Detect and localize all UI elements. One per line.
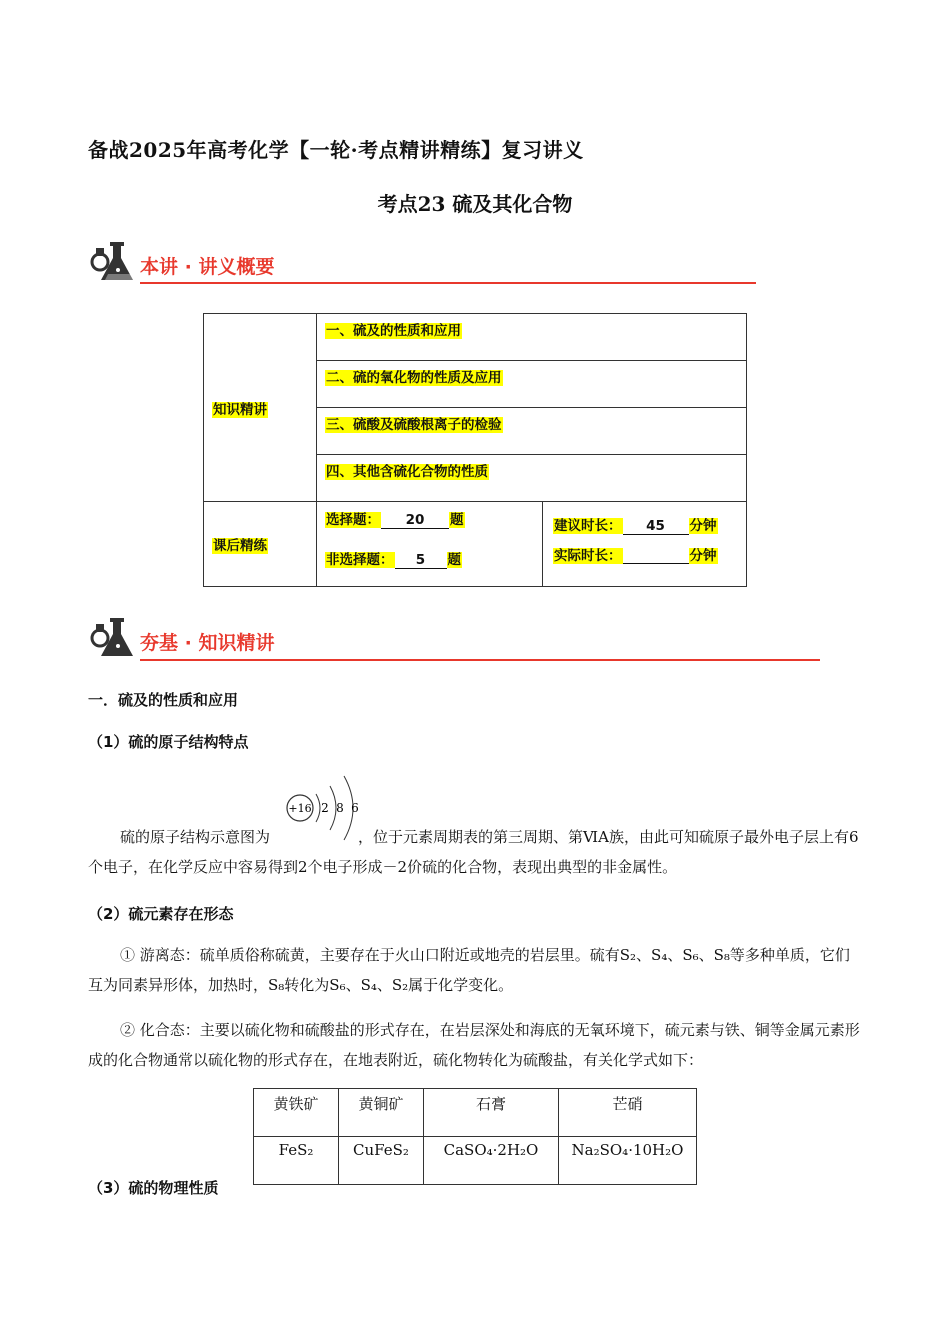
- section-banner-overview: [88, 240, 756, 286]
- practice-category-label: 课后精练: [213, 538, 267, 554]
- table-header-cell: 芒硝: [559, 1089, 697, 1137]
- overview-item: 四、其他含硫化合物的性质: [317, 455, 747, 502]
- choice-count-blank: 20: [381, 512, 449, 529]
- table-cell: CuFeS₂: [339, 1137, 424, 1185]
- banner-title: 夯基 · 知识精讲: [140, 632, 275, 654]
- document-title: 备战2025年高考化学【一轮·考点精讲精练】复习讲义: [88, 138, 584, 162]
- suggest-time-blank: 45: [623, 518, 689, 535]
- document-subtitle: 考点23 硫及其化合物: [377, 192, 573, 216]
- time-cell: 建议时长： 45 分钟 实际时长： 分钟: [543, 502, 747, 587]
- banner-underline: [140, 659, 820, 661]
- question-count-cell: 选择题： 20 题 非选择题： 5 题: [317, 502, 543, 587]
- atom-nucleus-label: +16: [288, 802, 312, 815]
- table-cell: FeS₂: [254, 1137, 339, 1185]
- overview-item: 三、硫酸及硫酸根离子的检验: [317, 408, 747, 455]
- section-banner-knowledge: [88, 616, 822, 662]
- banner-title: 本讲 · 讲义概要: [140, 256, 275, 278]
- paragraph-combined-state: ② 化合态：主要以硫化物和硫酸盐的形式存在，在岩层深处和海底的无氧环境下，硫元素与铁、铜等金属元素形成的化合物通常以硫化物的形式存在，在地表附近，硫化物转化为硫酸盐，有关化学式如下：: [88, 1021, 860, 1069]
- table-header-cell: 黄铁矿: [254, 1089, 339, 1137]
- table-cell: CaSO₄·2H₂O: [424, 1137, 559, 1185]
- table-header-cell: 黄铜矿: [339, 1089, 424, 1137]
- actual-time-blank: [623, 546, 689, 564]
- table-header-cell: 石膏: [424, 1089, 559, 1137]
- atom-shell-label: 8: [336, 801, 344, 815]
- paragraph-free-state: ① 游离态：硫单质俗称硫黄，主要存在于火山口附近或地壳的岩层里。硫有S₂、S₄、S₆、S₈等多种单质，它们互为同素异形体，加热时，S₈转化为S₆、S₄、S₂属于化学变化。: [88, 946, 850, 994]
- overview-item: 二、硫的氧化物的性质及应用: [317, 361, 747, 408]
- chemistry-flask-icon: [88, 616, 136, 660]
- section-heading: 一．硫及的性质和应用: [88, 691, 239, 709]
- overview-table: [203, 313, 747, 587]
- subsection-heading: （2）硫元素存在形态: [88, 905, 234, 923]
- subsection-heading: （3）硫的物理性质: [88, 1179, 219, 1197]
- atom-shell-label: 6: [351, 801, 359, 815]
- atom-shell-label: 2: [321, 801, 329, 815]
- minerals-table: [253, 1088, 697, 1185]
- practice-category-cell: [204, 502, 317, 587]
- chemistry-flask-icon: [88, 240, 136, 284]
- knowledge-category-cell: [204, 314, 317, 502]
- paragraph-atom-structure: 硫的原子结构示意图为 ，位于元素周期表的第三周期、第ⅥA族，由此可知硫原子最外电子层上有6个电子，在化学反应中容易得到2个电子形成－2价硫的化合物，表现出典型的非金属性。: [88, 828, 859, 876]
- subsection-heading: （1）硫的原子结构特点: [88, 733, 249, 751]
- knowledge-category-label: 知识精讲: [213, 401, 267, 418]
- nonchoice-count-blank: 5: [395, 552, 447, 569]
- overview-item: 一、硫及的性质和应用: [317, 314, 747, 361]
- table-cell: Na₂SO₄·10H₂O: [559, 1137, 697, 1185]
- banner-underline: [140, 282, 756, 284]
